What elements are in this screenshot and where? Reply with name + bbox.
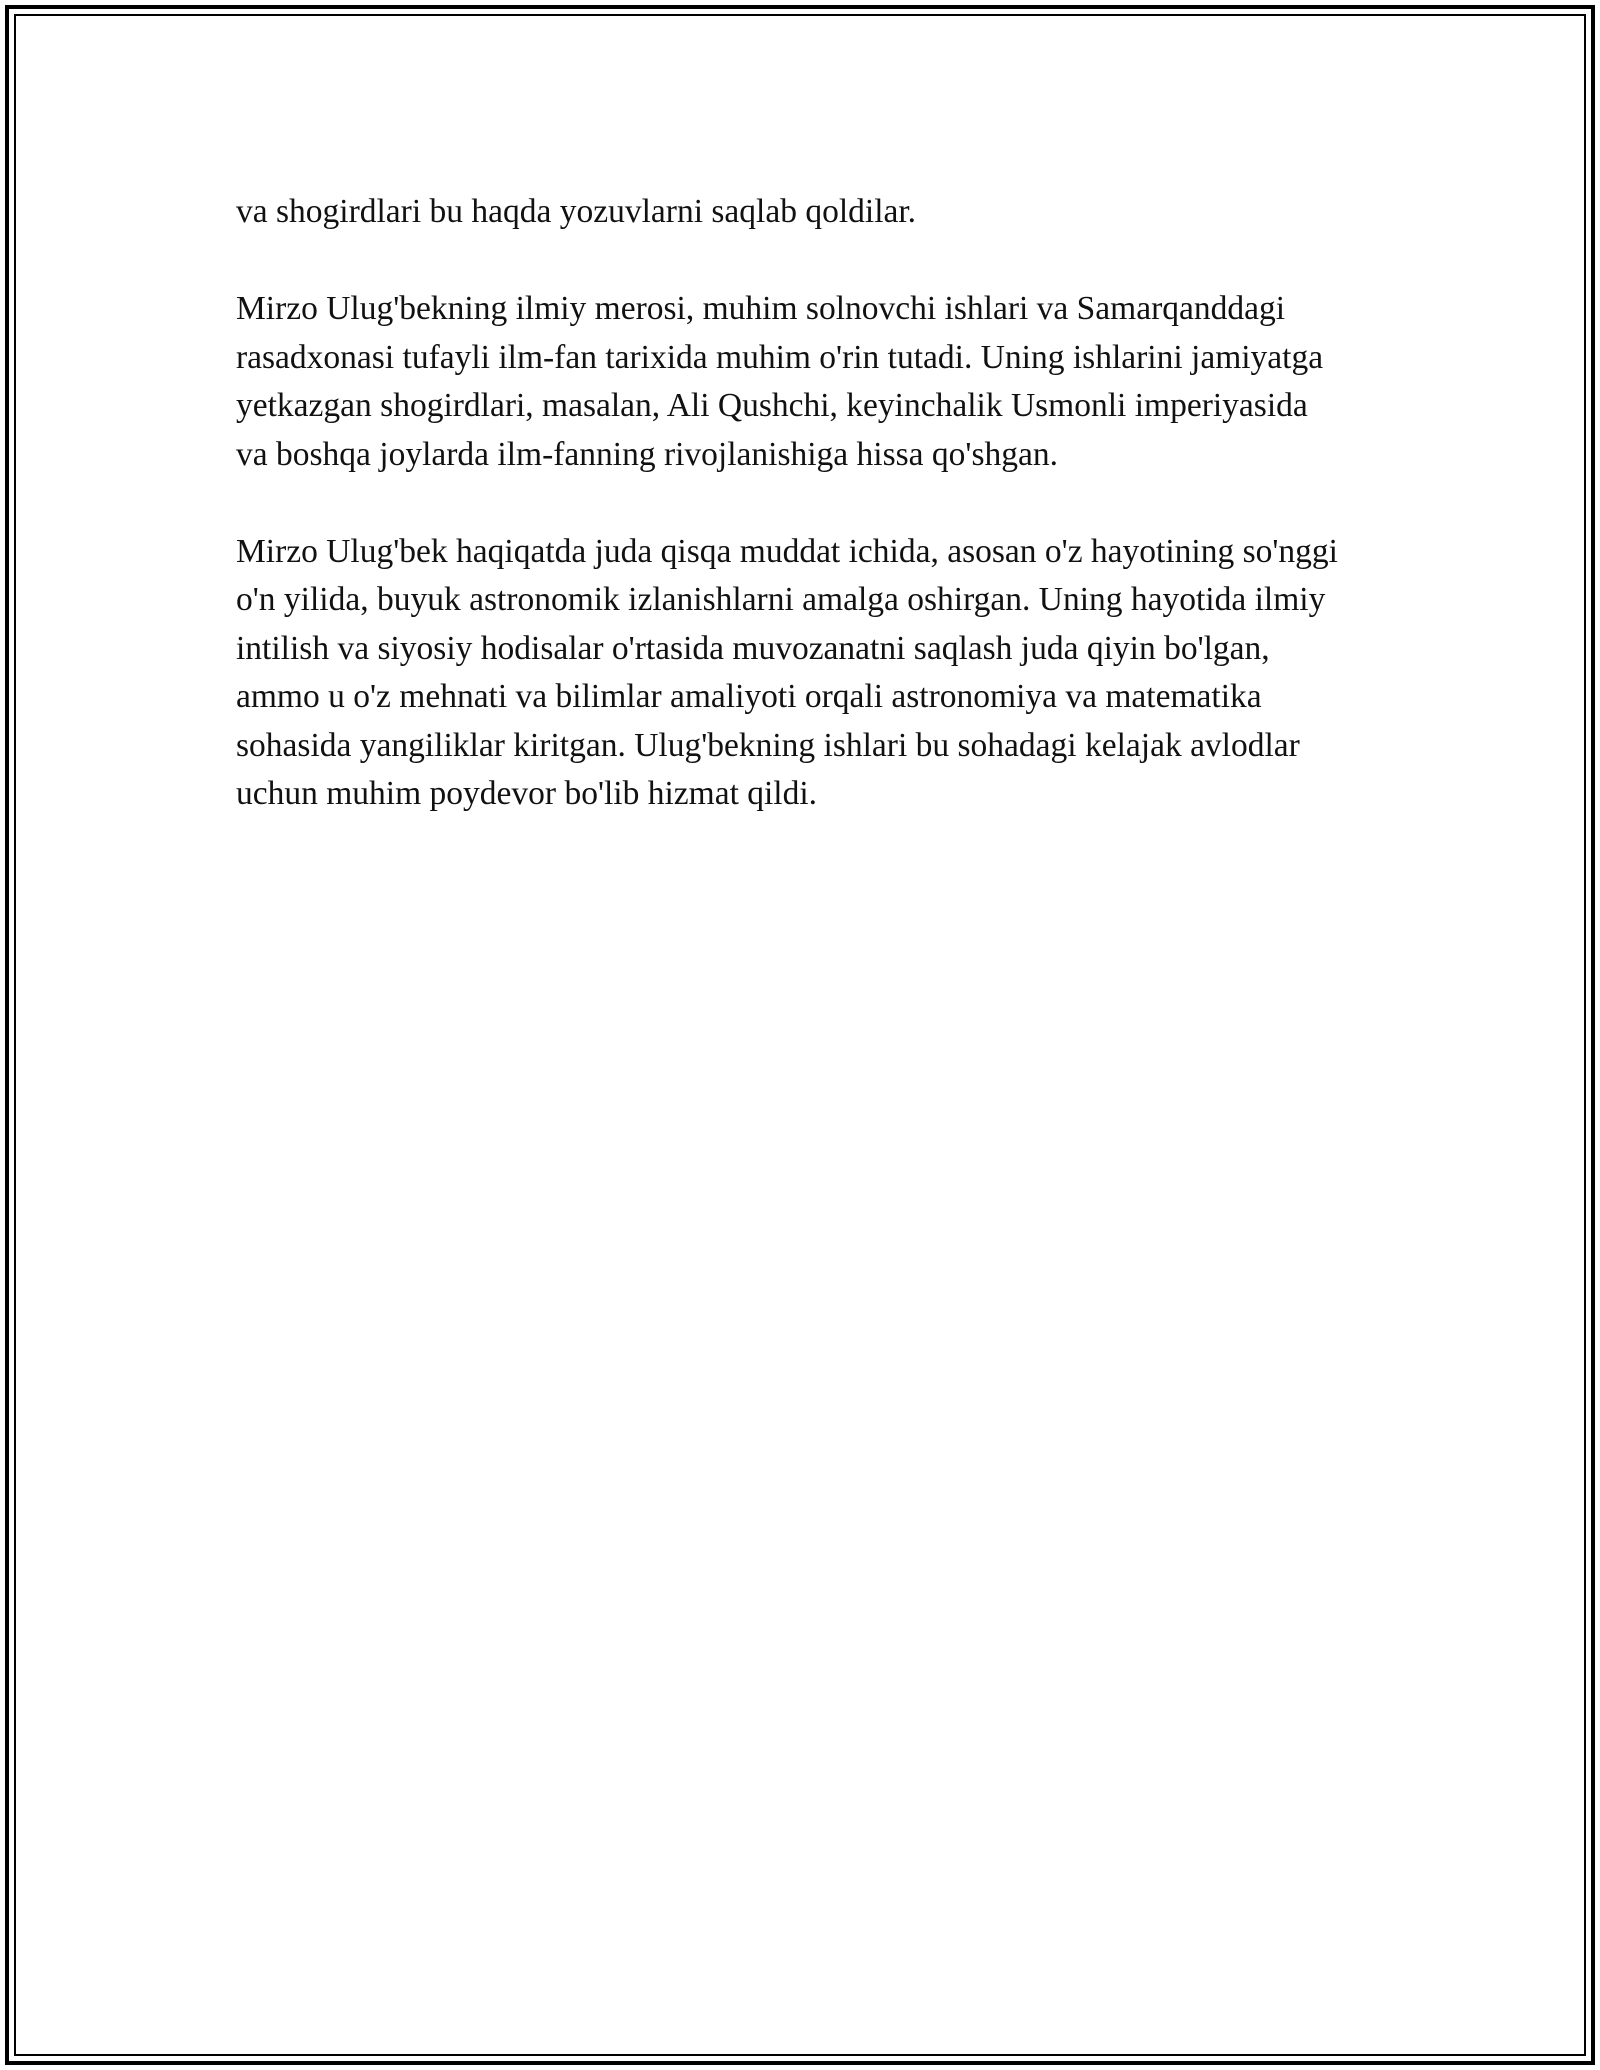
paragraph-continuation: va shogirdlari bu haqda yozuvlarni saqlab qoldilar. [236,193,917,230]
paragraph-legacy: Mirzo Ulug'bekning ilmiy merosi, muhim solnovchi ishlari va Samarqanddagi rasadxonasi tufayli ilm-fan tarixida muhim o'rin tutadi. Uning ishlarini jamiyatga yetkazgan shogirdlari, masalan, Ali Qushchi, keyinchalik Usmonli imperiyasida va boshqa joylarda ilm-fanning rivojlanishiga hissa qo'shgan. [236,290,1324,473]
paragraph-research: Mirzo Ulug'bek haqiqatda juda qisqa muddat ichida, asosan o'z hayotining so'nggi o'n yilida, buyuk astronomik izlanishlarni amalga oshirgan. Uning hayotida ilmiy intilish va siyosiy hodisalar o'rtasida muvozanatni saqlash juda qiyin bo'lgan, ammo u o'z mehnati va bilimlar amaliyoti orqali astronomiya va matematika sohasida yangiliklar kiritgan. Ulug'bekning ishlari bu sohadagi kelajak avlodlar uchun muhim poydevor bo'lib hizmat qildi. [236,532,1338,812]
document-body [236,188,1346,867]
